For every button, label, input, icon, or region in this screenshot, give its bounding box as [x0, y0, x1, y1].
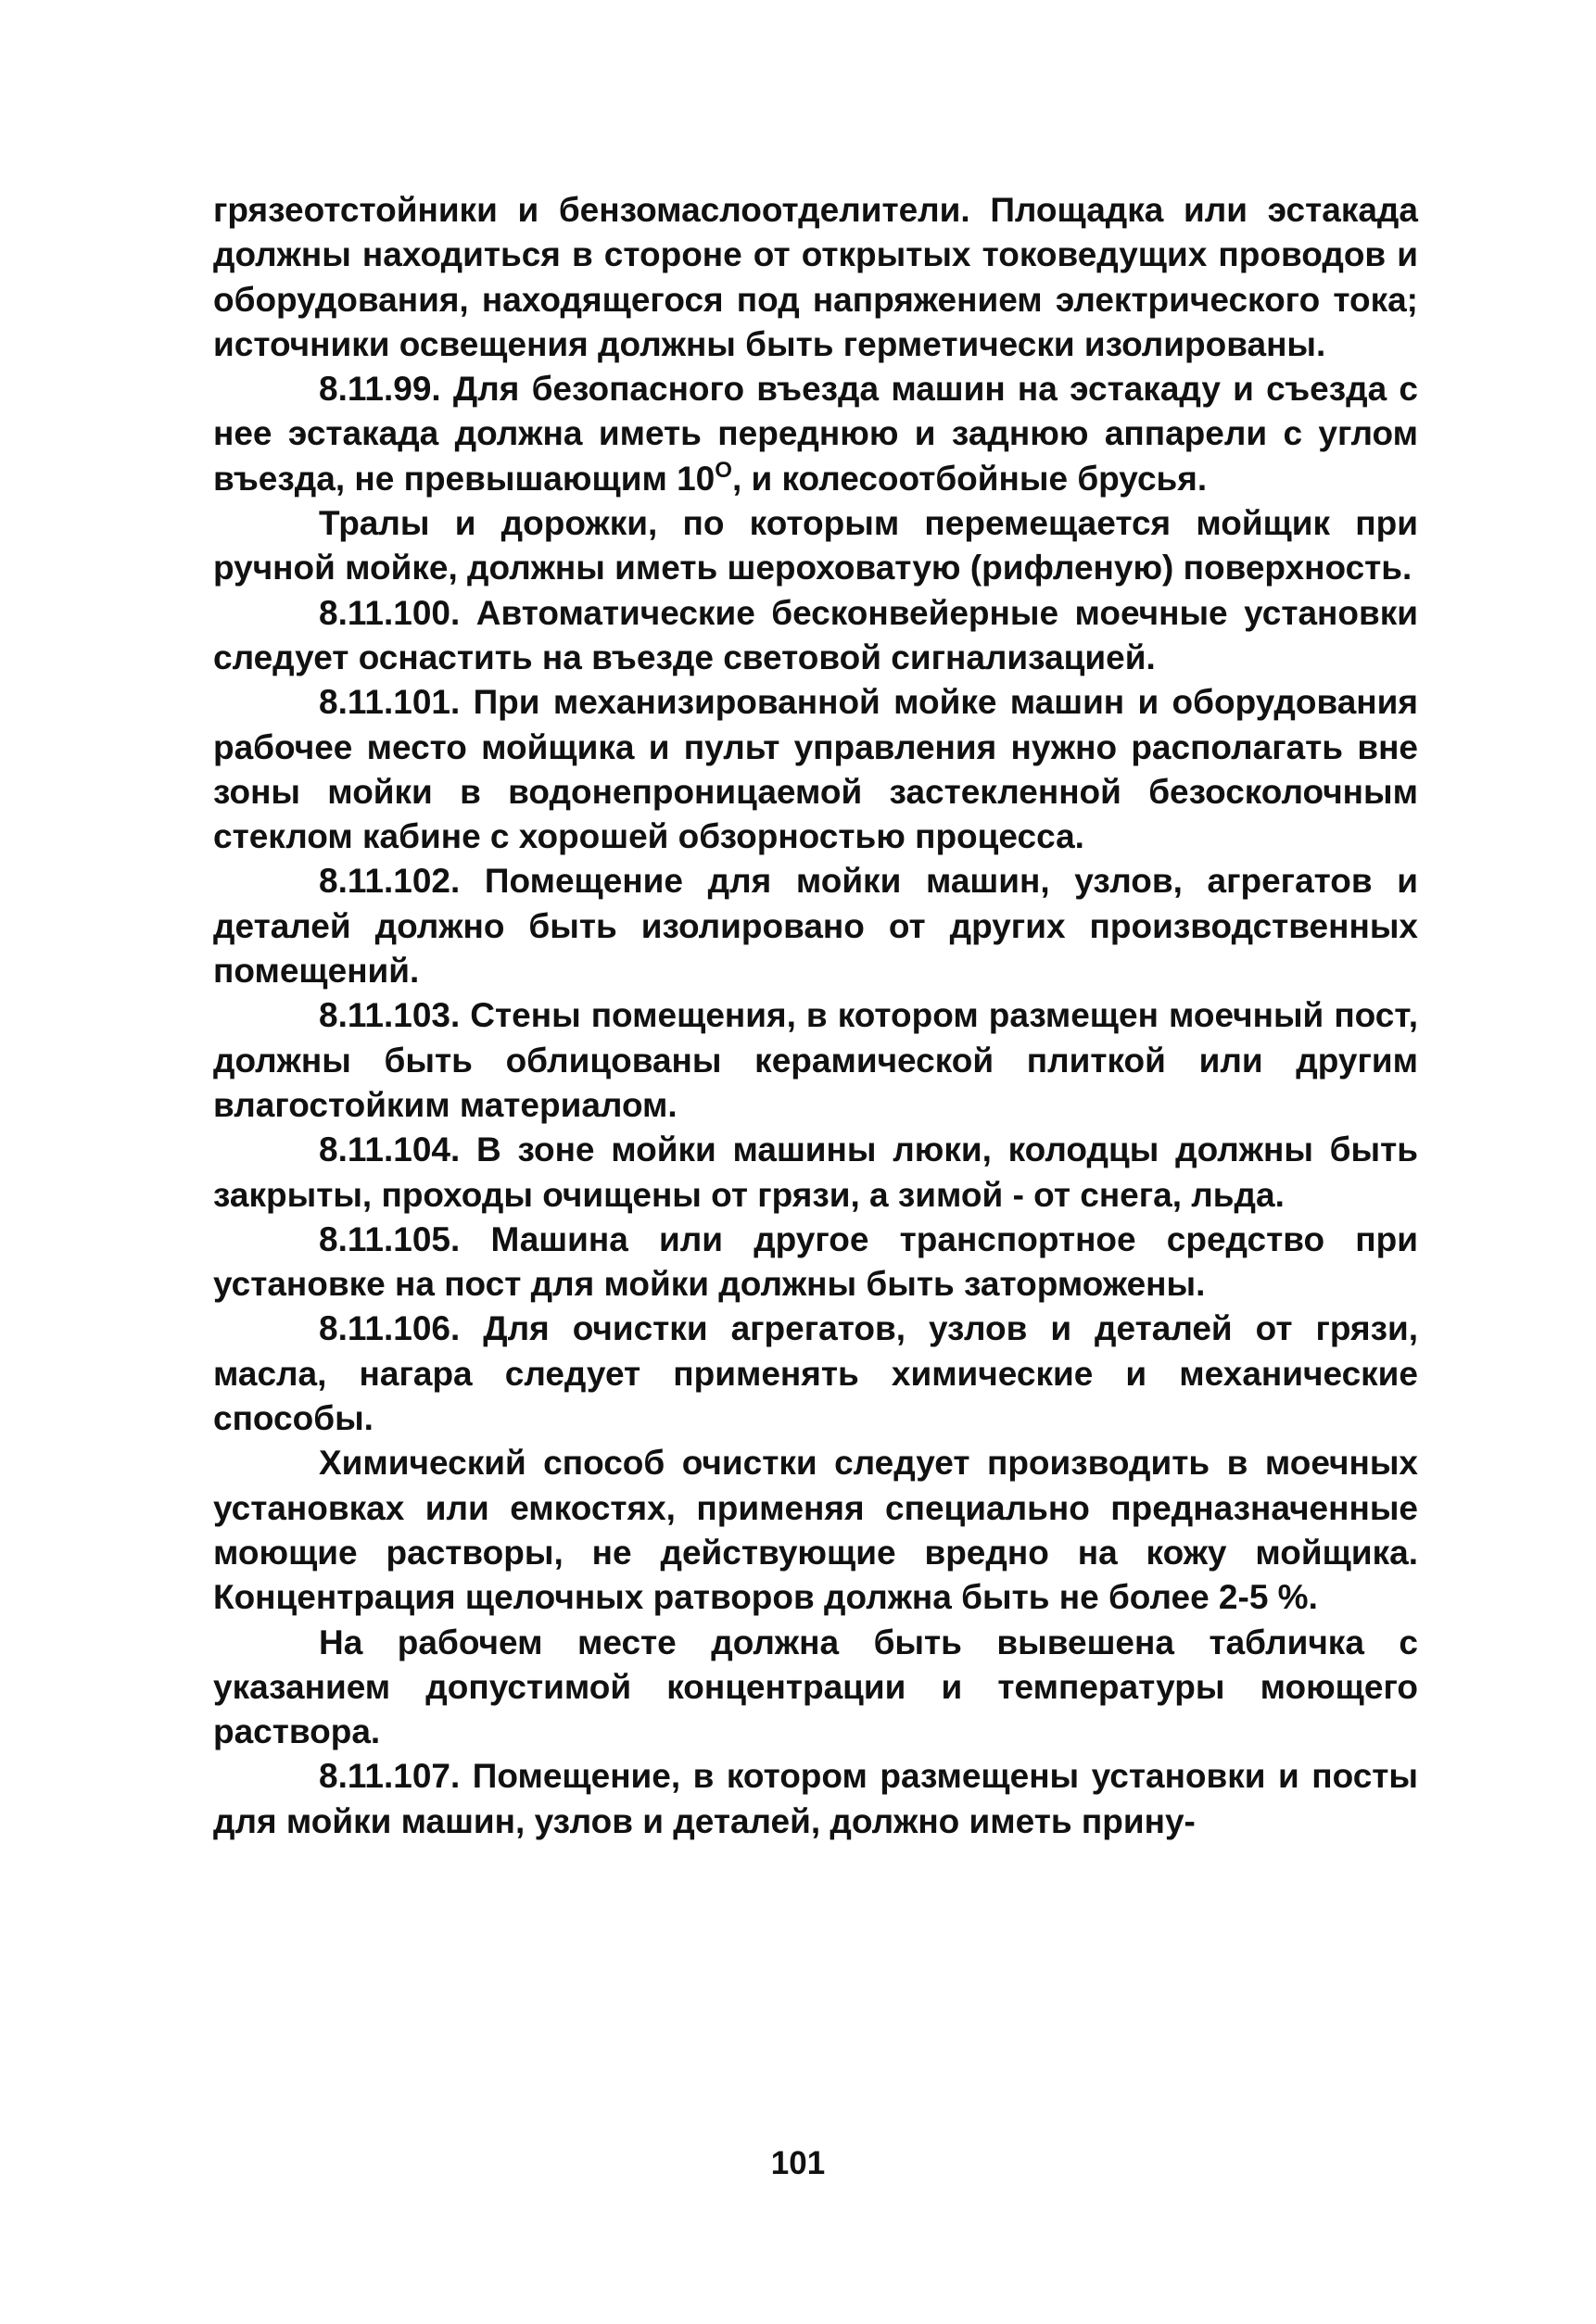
paragraph-8-11-103: 8.11.103. Стены помещения, в котором размещен моечный пост, должны быть облицованы керамической плиткой или другим влагостойким материалом. [213, 996, 1418, 1124]
paragraph-8-11-101: 8.11.101. При механизированной мойке машин и оборудования рабочее место мойщика и пульт управления нужно располагать вне зоны мойки в водонепроницаемой застекленной безосколочным стеклом кабине с хорошей обзорностью процесса. [213, 683, 1418, 856]
paragraph-8-11-106: 8.11.106. Для очистки агрегатов, узлов и деталей от грязи, масла, нагара следует применять химические и механические способы. [213, 1309, 1418, 1438]
paragraph-8-11-105: 8.11.105. Машина или другое транспортное средство при установке на пост для мойки должны быть заторможены. [213, 1219, 1418, 1304]
paragraph-8-11-102: 8.11.102. Помещение для мойки машин, узлов, агрегатов и деталей должно быть изолировано от других производственных помещений. [213, 862, 1418, 991]
paragraph-8-11-99-text-end: , и колесоотбойные брусья. [731, 459, 1208, 498]
paragraph-8-11-100: 8.11.100. Автоматические бесконвейерные моечные установки следует оснастить на въезде световой сигнализацией. [213, 593, 1418, 676]
paragraph-8-11-99 [213, 367, 1418, 501]
paragraph-8-11-107: 8.11.107. Помещение, в котором размещены установки и посты для мойки машин, узлов и деталей, должно иметь прину- [213, 1757, 1418, 1840]
paragraph-workplace-sign: На рабочем месте должна быть вывешена табличка с указанием допустимой концентрации и температуры моющего раствора. [213, 1623, 1418, 1751]
page-number: 101 [770, 2145, 826, 2181]
paragraph-8-11-99-text: 8.11.99. Для безопасного въезда машин на эстакаду и съезда с нее эстакада должна иметь переднюю и заднюю аппарели с углом въезда, не превышающим 10 [213, 370, 1418, 498]
paragraph-trals: Тралы и дорожки, по которым перемещается мойщик при ручной мойке, должны иметь шероховатую (рифленую) поверхность. [213, 504, 1418, 587]
paragraph-chemical-cleaning: Химический способ очистки следует производить в моечных установках или емкостях, применяя специально предназначенные моющие растворы, не действующие вредно на кожу мойщика. Концентрация щелочных ратворов должна быть не более 2-5 %. [213, 1444, 1418, 1617]
degree-superscript: О [715, 457, 732, 483]
body-text [213, 188, 1418, 1844]
paragraph-8-11-104: 8.11.104. В зоне мойки машины люки, колодцы должны быть закрыты, проходы очищены от грязи, а зимой - от снега, льда. [213, 1130, 1418, 1214]
paragraph-continuation: грязеотстойники и бензомаслоотделители. Площадка или эстакада должны находиться в стороне от открытых токоведущих проводов и оборудования, находящегося под напряжением электрического тока; источники освещения должны быть герметически изолированы. [213, 191, 1418, 363]
